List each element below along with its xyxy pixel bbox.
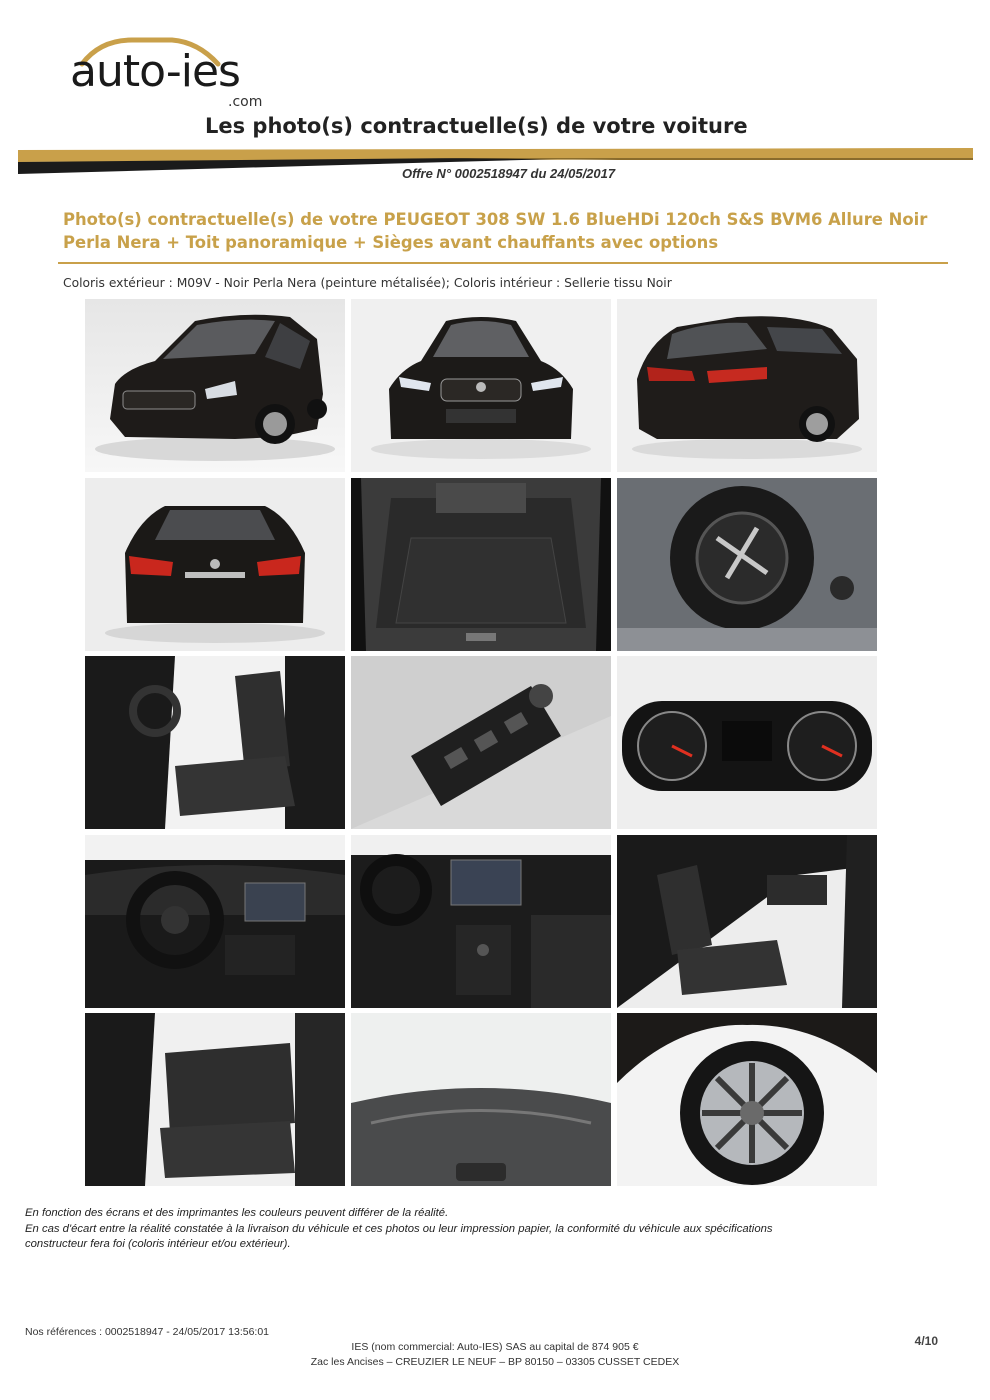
photo-front-seat-side [85,656,345,829]
photo-grid [85,299,877,1186]
references: Nos références : 0002518947 - 24/05/2017 13:56:01 [25,1326,270,1338]
vehicle-heading [63,208,943,254]
logo-domain: .com [228,94,263,110]
page-title: Les photo(s) contractuelle(s) de votre voiture [205,114,748,138]
photo-alloy-wheel [617,1013,877,1186]
photo-car-front-three-quarter [85,299,345,472]
photo-dashboard-steering-wheel [85,835,345,1008]
logo-wordmark [70,46,240,97]
coloris-text: Coloris extérieur : M09V - Noir Perla Nera (peinture métalisée); Coloris intérieur : Sellerie tissu Noir [63,276,672,290]
photo-trunk-interior [351,478,611,651]
photo-car-rear [85,478,345,651]
disclaimer-line1: En fonction des écrans et des imprimantes les couleurs peuvent différer de la réalité. [25,1207,449,1219]
disclaimer-line2: En cas d'écart entre la réalité constatée à la livraison du véhicule et ces photos ou leur impression papier, la conformité du véhicule aux spécifications [25,1222,773,1235]
company-line2: Zac les Ancises – CREUZIER LE NEUF – BP 80150 – 03305 CUSSET CEDEX [310,1356,680,1368]
auto-ies-logo [70,36,280,116]
photo-center-console [351,835,611,1008]
photo-passenger-seat [617,835,877,1008]
logo-name-part1: auto- [70,46,181,97]
photo-car-rear-three-quarter [617,299,877,472]
page-number: 4/10 [914,1334,938,1348]
logo-name-part2: ies [180,46,240,97]
vehicle-heading-line1: Photo(s) contractuelle(s) de votre PEUGEOT 308 SW 1.6 BlueHDi 120ch S&S BVM6 Allure Noir [63,210,928,229]
photo-panoramic-roof [351,1013,611,1186]
company-line1: IES (nom commercial: Auto-IES) SAS au capital de 874 905 € [351,1341,639,1353]
photo-spare-wheel [617,478,877,651]
photo-car-front [351,299,611,472]
photo-instrument-cluster [617,656,877,829]
photo-window-switches [351,656,611,829]
disclaimer [25,1206,945,1253]
photo-rear-seats [85,1013,345,1186]
company-info [0,1340,990,1370]
vehicle-heading-line2: Perla Nera + Toit panoramique + Sièges avant chauffants avec options [63,233,719,252]
disclaimer-line3: constructeur fera foi (coloris intérieur et/ou extérieur). [25,1238,291,1250]
divider [58,262,948,264]
offer-number: Offre N° 0002518947 du 24/05/2017 [402,166,616,181]
